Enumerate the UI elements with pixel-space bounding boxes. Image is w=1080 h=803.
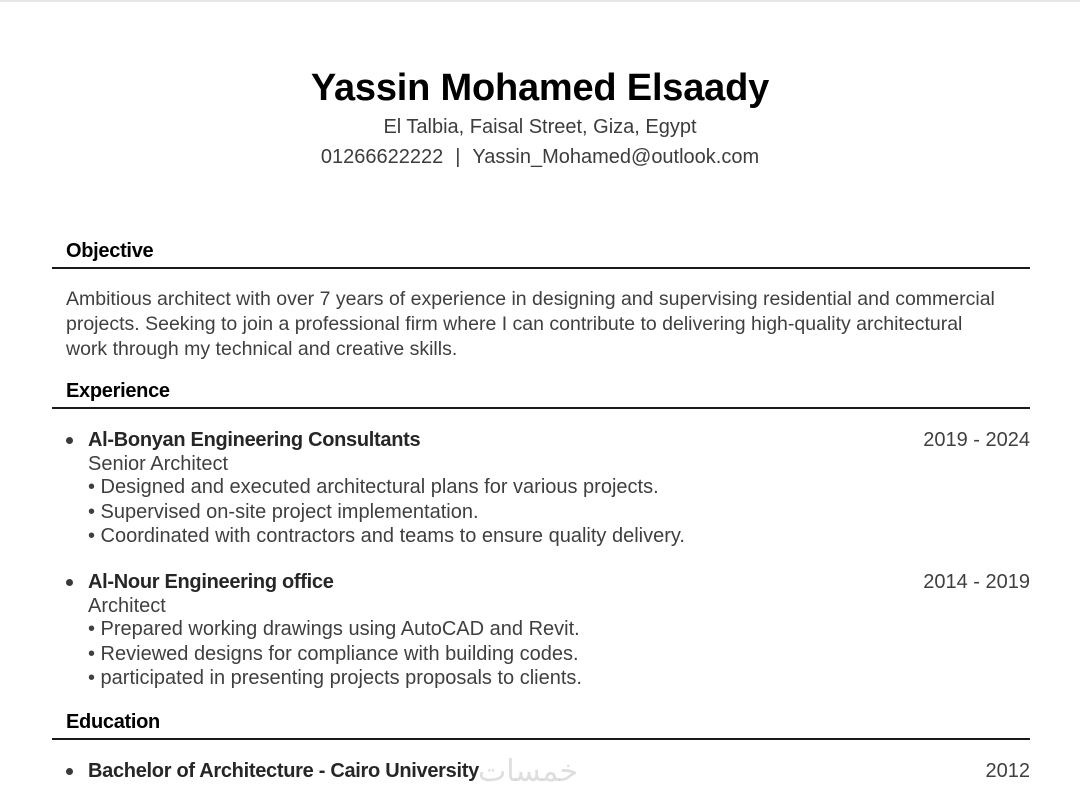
experience-rule bbox=[52, 407, 1030, 409]
duties-list bbox=[88, 617, 582, 691]
candidate-name: Yassin Mohamed Elsaady bbox=[310, 67, 770, 109]
experience-entry bbox=[66, 427, 1030, 552]
contact-separator: | bbox=[455, 146, 461, 168]
employment-years: 2019 - 2024 bbox=[923, 429, 1030, 451]
employment-years: 2014 - 2019 bbox=[923, 571, 1030, 593]
employer-name: Al-Nour Engineering office bbox=[88, 571, 334, 593]
duty-item: • Coordinated with contractors and teams to ensure quality delivery. bbox=[88, 525, 685, 547]
education-rule bbox=[52, 738, 1030, 740]
watermark-logo: خمسات bbox=[478, 754, 579, 789]
bullet-icon bbox=[66, 579, 73, 586]
graduation-year: 2012 bbox=[985, 760, 1030, 782]
resume-header bbox=[0, 64, 1080, 172]
objective-heading: Objective bbox=[66, 240, 154, 262]
objective-rule bbox=[52, 267, 1030, 269]
duties-list bbox=[88, 475, 685, 549]
experience-heading: Experience bbox=[66, 380, 170, 402]
top-divider bbox=[0, 0, 1080, 2]
duty-item: • Supervised on-site project implementation. bbox=[88, 500, 479, 523]
duty-item: • Prepared working drawings using AutoCAD and Revit. bbox=[88, 618, 580, 640]
duty-item: • Designed and executed architectural plans for various projects. bbox=[88, 476, 659, 498]
bullet-icon bbox=[66, 437, 73, 444]
duty-item: • participated in presenting projects proposals to clients. bbox=[88, 667, 582, 689]
job-title: Senior Architect bbox=[88, 453, 229, 475]
email-address: Yassin_Mohamed@outlook.com bbox=[472, 146, 760, 168]
contact-line bbox=[0, 142, 1080, 172]
employer-name: Al-Bonyan Engineering Consultants bbox=[88, 429, 421, 451]
duty-item: • Reviewed designs for compliance with building codes. bbox=[88, 642, 579, 665]
experience-entry bbox=[66, 569, 1030, 694]
degree-title: Bachelor of Architecture - Cairo University bbox=[88, 760, 479, 782]
candidate-address: El Talbia, Faisal Street, Giza, Egypt bbox=[383, 116, 697, 138]
education-heading: Education bbox=[66, 711, 160, 733]
bullet-icon bbox=[66, 768, 73, 775]
phone-number: 01266622222 bbox=[320, 146, 444, 168]
job-title: Architect bbox=[88, 595, 166, 617]
objective-text: Ambitious architect with over 7 years of experience in designing and supervising residential and commercial projects. Seeking to join a professional firm where I can contribute to delivering high-quality architectural work through my technical and creative skills. bbox=[66, 288, 995, 360]
